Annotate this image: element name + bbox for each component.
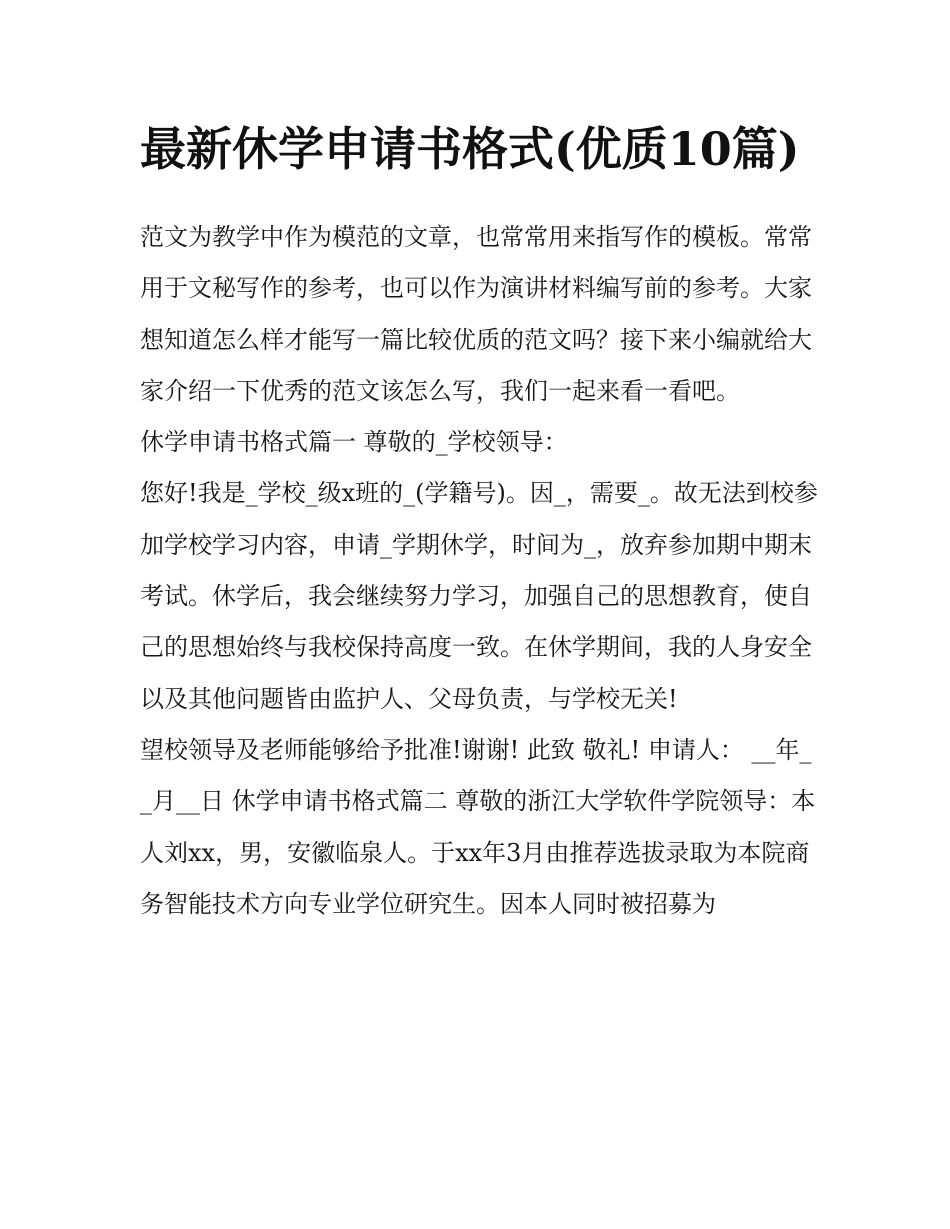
section-one-heading: 休学申请书格式篇一 尊敬的_学校领导： — [140, 428, 568, 457]
closing-and-section-two: 望校领导及老师能够给予批准!谢谢! 此致 敬礼! 申请人： __年__月__日 休学申请书格式篇二 尊敬的浙江大学软件学院领导：本人刘xx，男，安徽临泉人。于xx年3月由推荐选拔录取为本院商务智能技术方向专业学位研究生。因本人同时被招募为 — [140, 735, 816, 918]
document-page — [140, 112, 820, 930]
intro-paragraph: 范文为教学中作为模范的文章，也常常用来指写作的模板。常常用于文秘写作的参考，也可以作为演讲材料编写前的参考。大家想知道怎么样才能写一篇比较优质的范文吗？接下来小编就给大家介绍一下优秀的范文该怎么写，我们一起来看一看吧。 — [140, 223, 812, 405]
document-title: 最新休学申请书格式(优质10篇) — [140, 122, 800, 176]
document-body — [140, 212, 820, 930]
section-one-body: 您好!我是_学校_级x班的_(学籍号)。因_，需要_。故无法到校参加学校学习内容，申请_学期休学，时间为_，放弃参加期中期末考试。休学后，我会继续努力学习，加强自己的思想教育，使自己的思想始终与我校保持高度一致。在休学期间，我的人身安全以及其他问题皆由监护人、父母负责，与学校无关! — [140, 479, 818, 713]
